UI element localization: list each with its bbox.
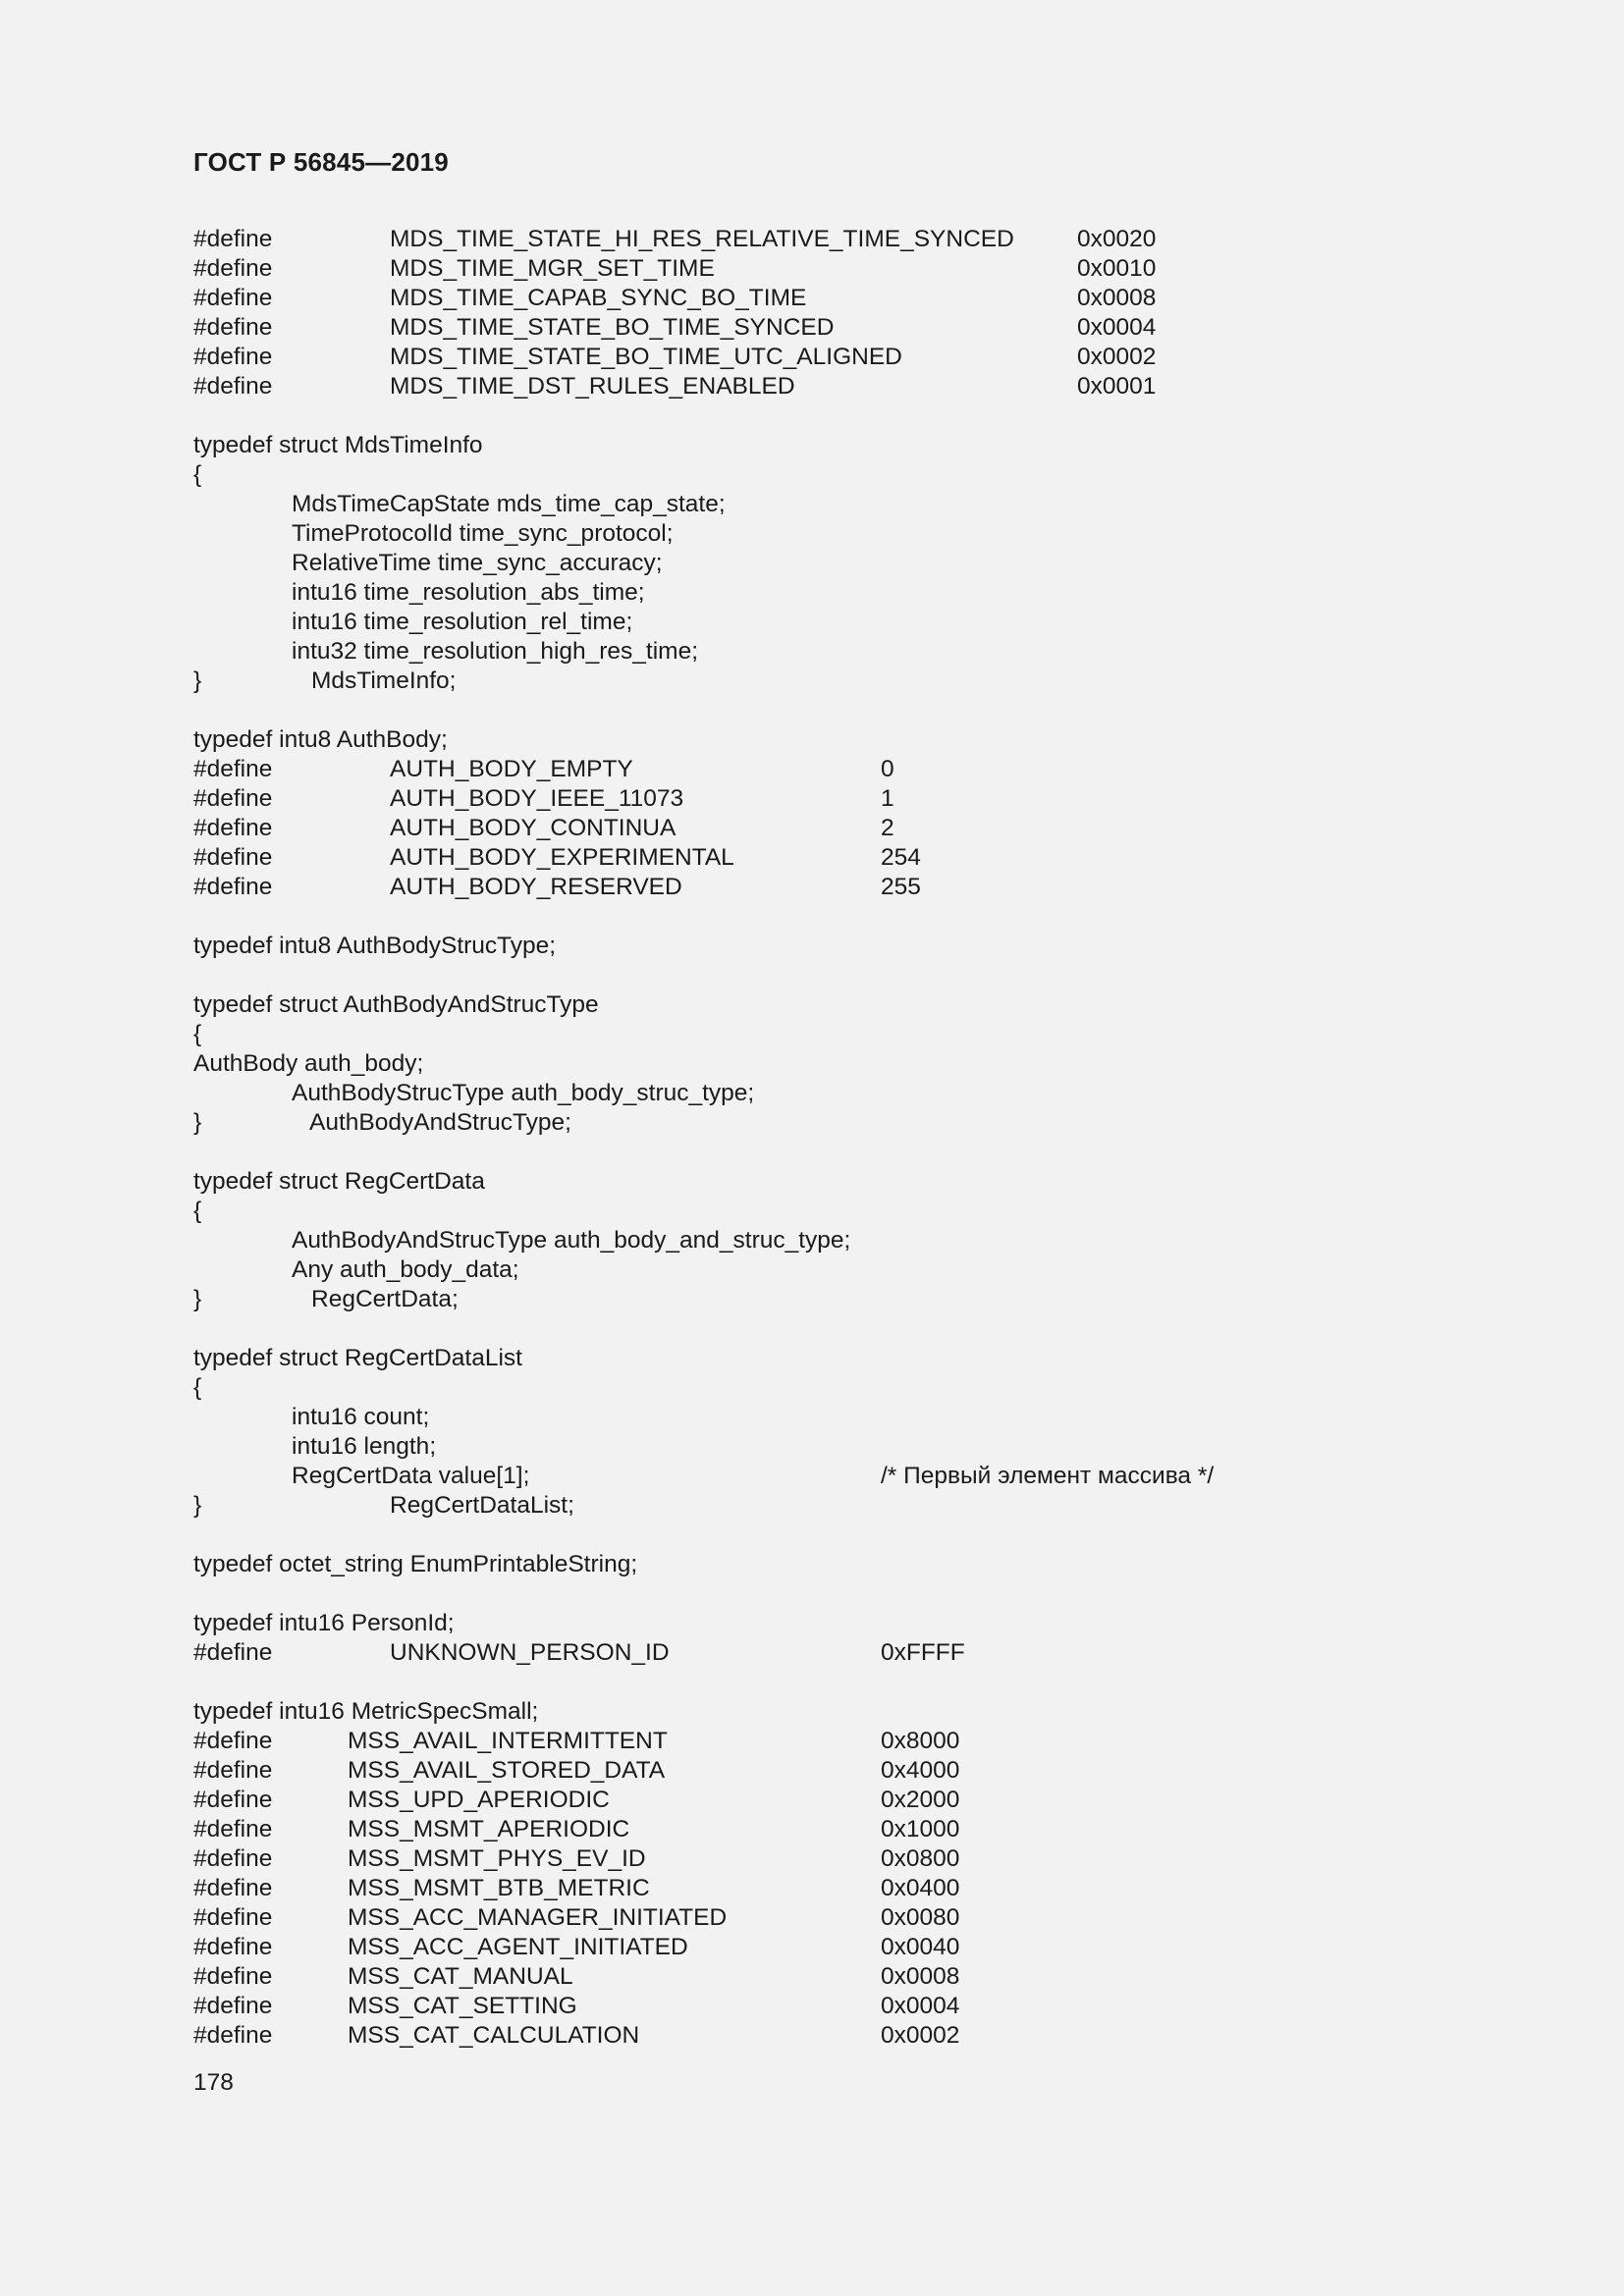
code-comment: /* Первый элемент массива */ [881, 1463, 1215, 1489]
page-number: 178 [193, 2069, 234, 2096]
document-header: ГОСТ Р 56845—2019 [193, 147, 449, 177]
